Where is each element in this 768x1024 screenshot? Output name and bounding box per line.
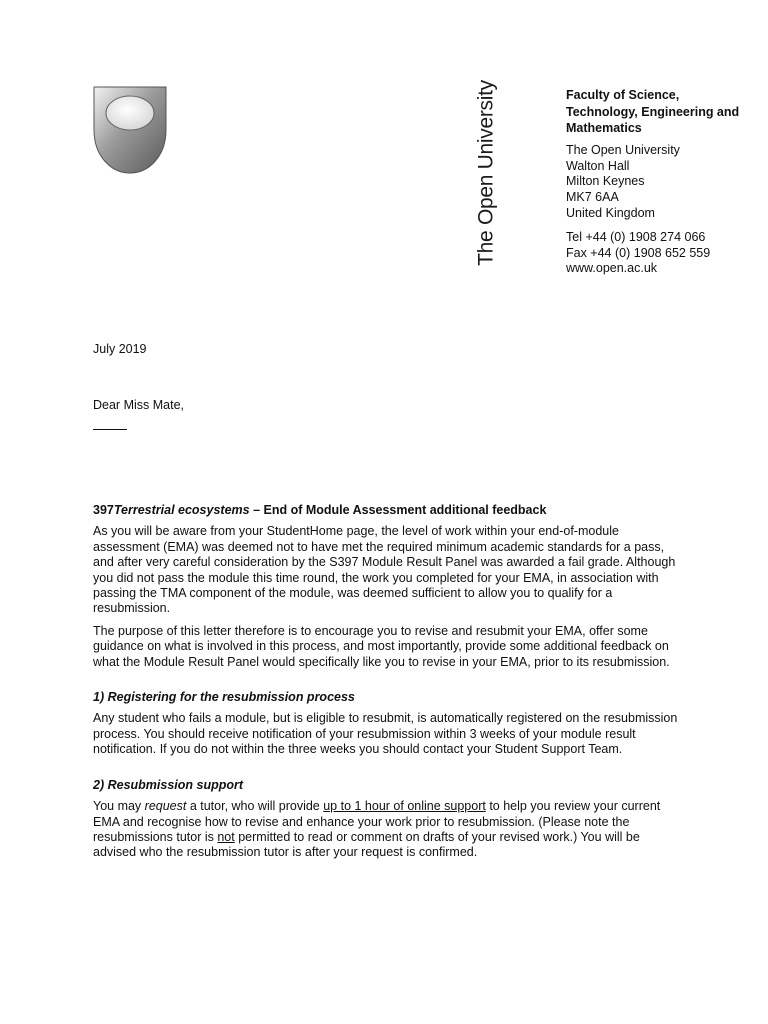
- website: www.open.ac.uk: [566, 261, 658, 276]
- university-wordmark: The Open University: [474, 80, 498, 266]
- faculty-line: Technology, Engineering and: [566, 104, 740, 119]
- paragraph: You may request a tutor, who will provide up to 1 hour of online support to help you review your current EMA and recognise how to revise and enhance your work prior to resubmission. (Please note the resubmissions tutor is not permitted to read or comment on drafts of your revised work.) You will be advised who the resubmission tutor is after your request is confirmed.: [93, 799, 661, 860]
- letter-body: [93, 503, 679, 868]
- address-line: Walton Hall: [566, 158, 630, 173]
- fax: Fax +44 (0) 1908 652 559: [566, 245, 711, 260]
- section-heading: 1) Registering for the resubmission process: [93, 690, 355, 705]
- faculty-name: [566, 87, 766, 137]
- open-university-logo: [93, 86, 167, 174]
- faculty-line: Faculty of Science,: [566, 88, 680, 102]
- postal-address: [566, 143, 766, 222]
- paragraph: The purpose of this letter therefore is to encourage you to revise and resubmit your EMA, offer some guidance on what is involved in this process, and most importantly, provide some additional feedback on what the Module Result Panel would specifically like you to revise in your EMA, prior to its resubmission.: [93, 623, 670, 669]
- paragraph: Any student who fails a module, but is eligible to resubmit, is automatically registered on the resubmission process. You should receive notification of your resubmission within 3 weeks of your module result notification. If you do not within the three weeks you should contact your Student Support Team.: [93, 711, 678, 757]
- letter-title: 397Terrestrial ecosystems – End of Module Assessment additional feedback: [93, 503, 547, 517]
- contact-details: [566, 230, 766, 277]
- faculty-line: Mathematics: [566, 121, 642, 135]
- address-line: United Kingdom: [566, 205, 655, 220]
- address-line: Milton Keynes: [566, 174, 645, 189]
- divider: [93, 429, 127, 430]
- section-heading: 2) Resubmission support: [93, 777, 244, 792]
- open-university-shield-icon: [93, 86, 167, 174]
- salutation: Dear Miss Mate,: [93, 398, 184, 412]
- address-line: The Open University: [566, 143, 680, 157]
- address-line: MK7 6AA: [566, 190, 619, 205]
- paragraph: As you will be aware from your StudentHome page, the level of work within your end-of-module assessment (EMA) was deemed not to have met the required minimum academic standards for a pass, and after very careful consideration by the S397 Module Result Panel was awarded a fail grade. Although you did not pass the module this time round, the work you completed for your EMA, in association with passing the TMA component of the module, was deemed sufficient to allow you to qualify for a resubmission.: [93, 524, 676, 616]
- telephone: Tel +44 (0) 1908 274 066: [566, 230, 706, 244]
- letter-date: July 2019: [93, 342, 147, 356]
